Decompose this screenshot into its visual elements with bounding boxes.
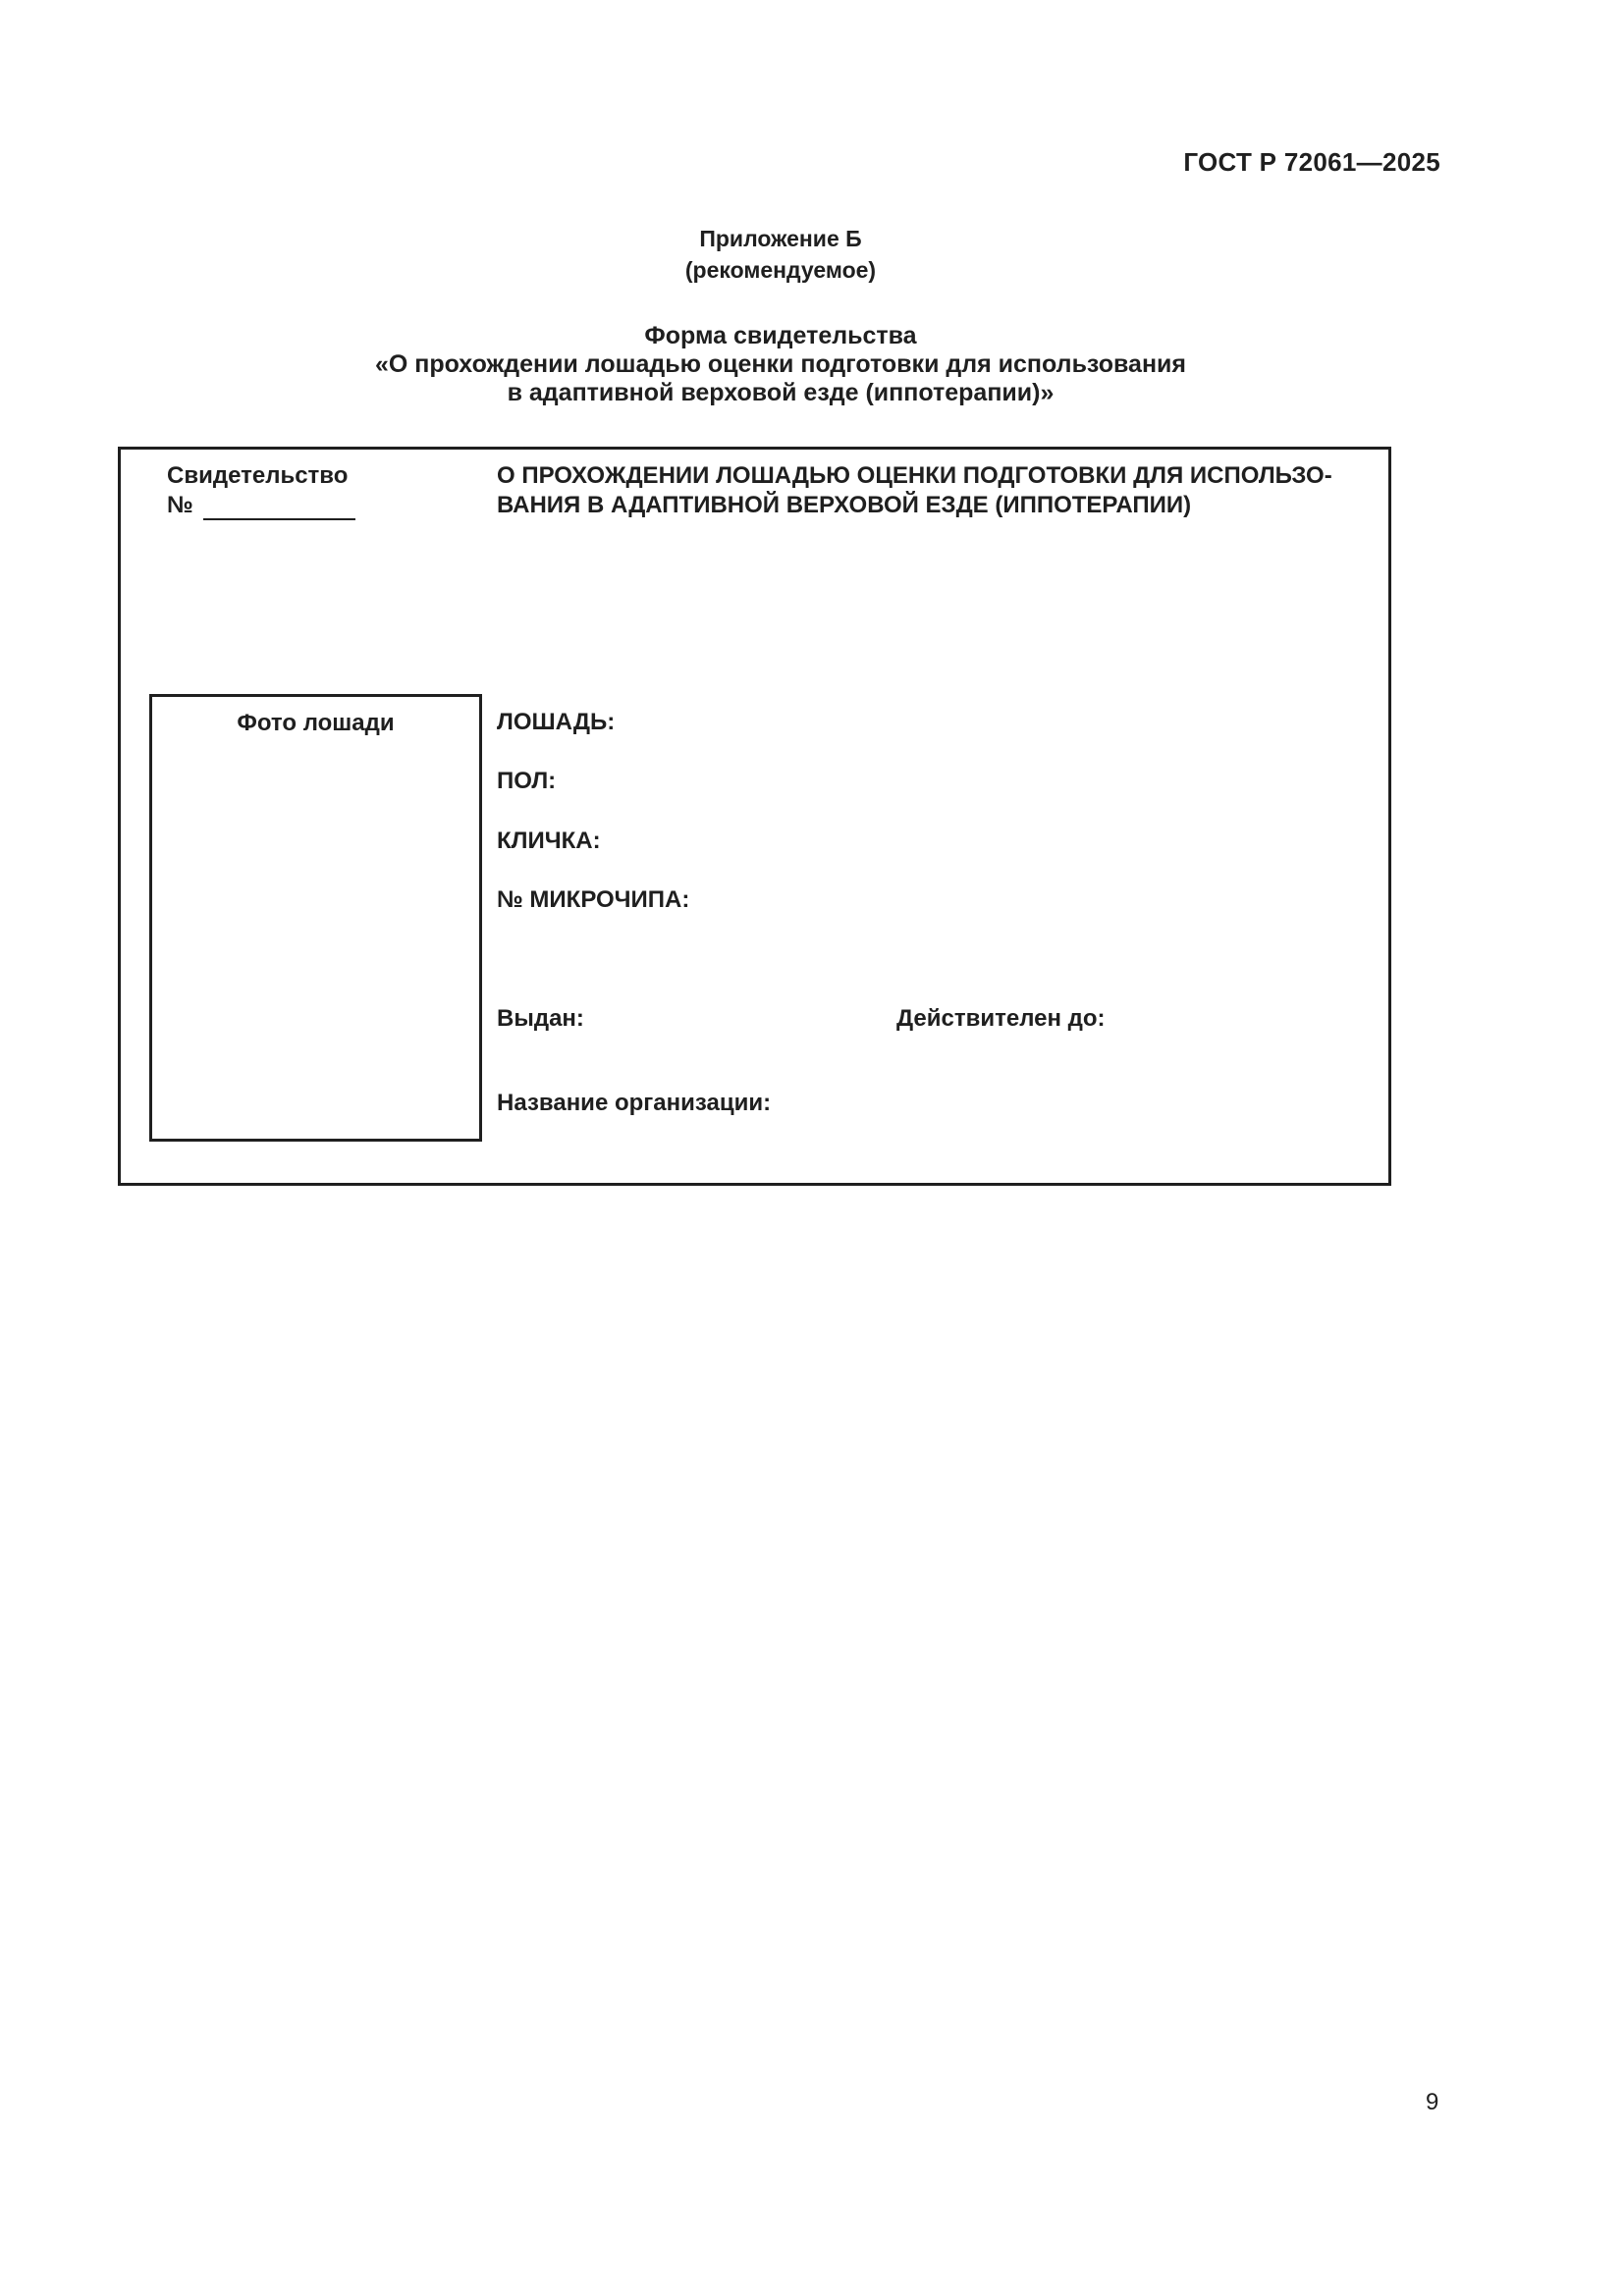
certificate-label: Свидетельство [167, 462, 349, 489]
certificate-number-row [167, 491, 355, 520]
field-organization-label: Название организации: [497, 1090, 772, 1116]
certificate-number-field[interactable] [203, 497, 355, 520]
form-subtitle-line-1: «О прохождении лошадью оценки подготовки для использования [374, 350, 1187, 378]
photo-label: Фото лошади [237, 710, 395, 736]
appendix-title: Приложение Б [699, 226, 862, 251]
field-microchip-label: № МИКРОЧИПА: [497, 886, 690, 913]
field-horse-label: ЛОШАДЬ: [497, 709, 616, 735]
appendix-status: (рекомендуемое) [684, 257, 877, 283]
horse-photo-placeholder [149, 694, 482, 1142]
page-number: 9 [1426, 2089, 1439, 2115]
form-title: Форма свидетельства [644, 322, 917, 349]
form-subtitle-line-2: в адаптивной верховой езде (иппотерапии)» [507, 379, 1055, 406]
field-valid-until-label: Действителен до: [896, 1005, 1106, 1032]
field-issued-label: Выдан: [497, 1005, 584, 1032]
certificate-number-label: № [167, 492, 193, 518]
standard-code: ГОСТ Р 72061—2025 [1183, 147, 1440, 177]
field-sex-label: ПОЛ: [497, 768, 557, 794]
certificate-heading: О ПРОХОЖДЕНИИ ЛОШАДЬЮ ОЦЕНКИ ПОДГОТОВКИ ДЛЯ ИСПОЛЬЗО-ВАНИЯ В АДАПТИВНОЙ ВЕРХОВОЙ ЕЗДЕ (ИППОТЕРАПИИ) [497, 462, 1332, 518]
field-name-label: КЛИЧКА: [497, 828, 601, 854]
